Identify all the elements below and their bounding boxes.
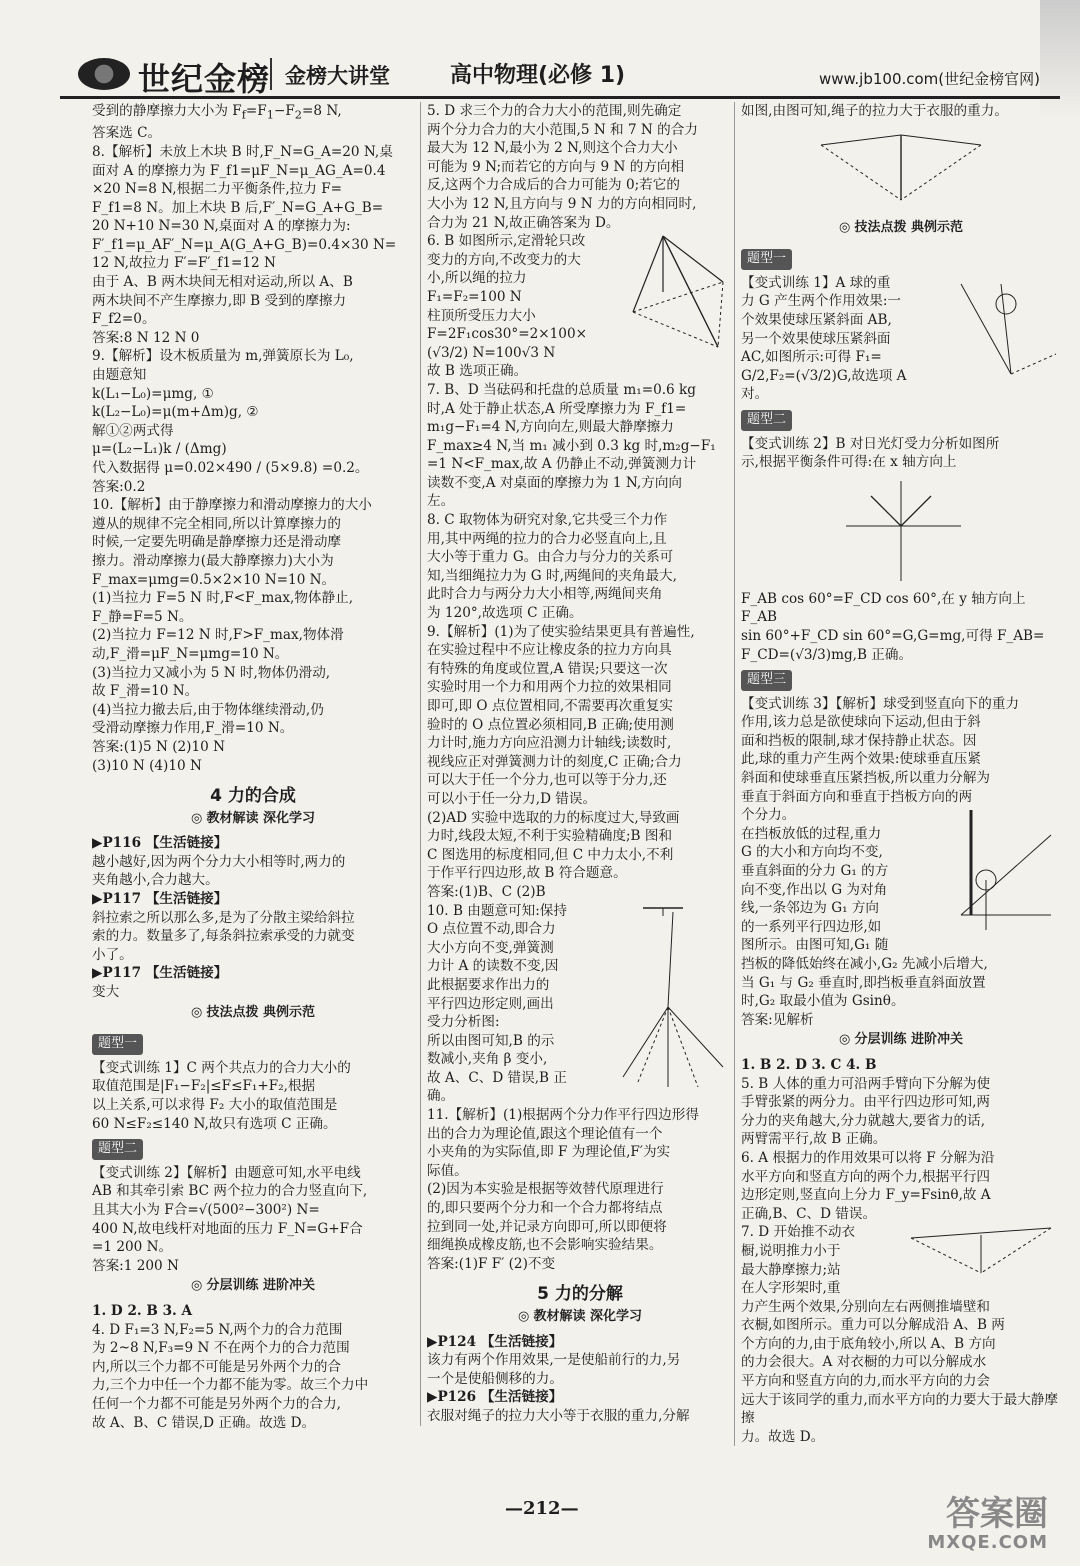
answers-row: 1. B 2. D 3. C 4. B <box>741 1056 877 1073</box>
text-line: 10.【解析】由于静摩擦力和滑动摩擦力的大小 <box>92 497 372 514</box>
variant-training-1 <box>92 1059 414 1133</box>
text-line: 可以小于任一分力,D 错误。 <box>427 790 597 807</box>
text-line: 取值范围是|F₁−F₂|≤F≤F₁+F₂,根据 <box>92 1078 316 1095</box>
text-line: 由题意知 <box>92 367 147 384</box>
text-line: 知,当细绳拉力为 G 时,两绳间的夹角最大, <box>427 567 677 584</box>
page-ref: ▶P117 【生活链接】 <box>92 965 228 982</box>
text-line: 对。 <box>741 386 769 403</box>
text-line: 此根据要求作出力的 <box>427 976 550 993</box>
text-line: 此,球的重力产生两个效果:使球垂直压紧 <box>741 751 981 768</box>
text-line: =1 200 N。 <box>92 1239 173 1256</box>
text-line: 平行四边形定则,画出 <box>427 995 554 1012</box>
text-line: 400 N,故电线杆对地面的压力 F_N=G+F合 <box>92 1220 363 1237</box>
text-line: 此时合力与两分力大小相等,两绳间夹角 <box>427 586 663 603</box>
text-line: 故 A、B、C 错误,D 正确。故选 D。 <box>92 1414 316 1431</box>
text-line: 答案:见解析 <box>741 1011 814 1028</box>
variant-training-1-block <box>741 274 1061 404</box>
text-line: 受滑动摩擦力作用,F_滑=10 N。 <box>92 720 294 737</box>
text-line: F_f2=0。 <box>92 311 156 328</box>
text-line: 平方向和竖直方向的力,而水平方向的力会 <box>741 1373 991 1390</box>
text-line: AC,如图所示:可得 F₁= <box>741 349 882 366</box>
text-line: 越小越好,因为两个分力大小相等时,两力的 <box>92 853 346 870</box>
text-line: 答案:(1)F F′ (2)不变 <box>427 1255 556 1272</box>
variant-training-2b <box>741 590 1061 664</box>
text-line: 答案:(1)5 N (2)10 N <box>92 738 225 755</box>
text-line: F′_f1=μ_AF′_N=μ_A(G_A+G_B)=0.4×30 N= <box>92 236 397 253</box>
watermark <box>888 1496 1048 1556</box>
text-line: (2)AD 实验中选取的力的标度过大,导致画 <box>427 809 680 826</box>
website-link[interactable]: www.jb100.com(世纪金榜官网) <box>818 70 1040 88</box>
text-line: 以上关系,可以求得 F₂ 大小的取值范围是 <box>92 1097 338 1113</box>
text-line: 线,一条邻边为 G₁ 方向 <box>741 900 880 917</box>
answer-q6-block <box>427 232 733 381</box>
text-line: 斜拉索之所以那么多,是为了分散主梁给斜拉 <box>92 909 355 926</box>
text-line: F=2F₁cos30°=2×100× <box>427 326 587 343</box>
text-line: C 图选用的标度相同,但 C 中力太小,不利 <box>427 846 674 863</box>
text-line: 12 N,故拉力 F′=F′_f1=12 N <box>92 255 276 272</box>
text-line: 远大于该同学的重力,而水平方向的力要大于最大静摩擦 <box>741 1391 1058 1427</box>
text-line: 个效果使球压紧斜面 AB, <box>741 311 892 328</box>
text-line: 时候,一定要先明确是静摩擦力还是滑动摩 <box>92 534 342 551</box>
text-line: 10. B 由题意可知:保持 <box>427 902 567 919</box>
section-subtitle: ◎ 技法点拨 典例示范 <box>741 219 1061 238</box>
text-line: 边形定则,竖直向上分力 F_y=Fsinθ,故 A <box>741 1187 991 1204</box>
text-line: 6. B 如图所示,定滑轮只改 <box>427 233 586 250</box>
section-subtitle: ◎ 技法点拨 典例示范 <box>92 1004 414 1023</box>
page-number: —212— <box>505 1498 579 1519</box>
text-line: 读数不变,A 对桌面的摩擦力为 1 N,方向向 <box>427 474 683 491</box>
life-link-text <box>92 909 414 965</box>
watermark-title: 答案圈 <box>946 1494 1048 1534</box>
text-line: 个分力。 <box>741 807 796 824</box>
text-line: 时,A 处于静止状态,A 所受摩擦力为 F_f1= <box>427 400 687 417</box>
text-line: 时,G₂ 取最小值为 Gsinθ。 <box>741 993 905 1010</box>
text-line: G 的大小和方向均不变, <box>741 844 883 861</box>
text-line: 斜面和使球垂直压紧挡板,所以重力分解为 <box>741 770 991 787</box>
text-line: 大小为 12 N,且方向与 9 N 力的方向相同时, <box>427 195 697 212</box>
text-line: =1 N<F_max,故 A 仍静止不动,弹簧测力计 <box>427 456 697 473</box>
text-line: 所以由图可知,B 的示 <box>427 1032 555 1049</box>
text-line: 两臂需平行,故 B 正确。 <box>741 1131 887 1148</box>
text-line: ×20 N=8 N,根据二力平衡条件,拉力 F= <box>92 181 343 198</box>
variant-training-2 <box>741 435 1061 472</box>
life-link-text <box>92 853 414 890</box>
text-line: G/2,F₂=(√3/2)G,故选项 A <box>741 367 907 384</box>
text-line: 遵从的规律不完全相同,所以计算摩擦力的 <box>92 515 342 532</box>
text-line: 解①②两式得 <box>92 422 174 439</box>
text-line: AB 和其牵引索 BC 两个拉力的合力竖直向下, <box>92 1183 368 1200</box>
text-line: (√3/2) N=100√3 N <box>427 344 556 361</box>
text-line: (1)当拉力 F=5 N 时,F<F_max,物体静止, <box>92 590 354 607</box>
text-line: F_AB cos 60°=F_CD cos 60°,在 y 轴方向上 F_AB <box>741 590 1026 626</box>
pulley-force-diagram <box>623 232 733 352</box>
text-line: 向不变,作出以 G 为对角 <box>741 881 888 898</box>
section-subtitle: ◎ 教材解读 深化学习 <box>427 1308 733 1327</box>
text-line: 5. B 人体的重力可沿两手臂向下分解为使 <box>741 1075 991 1092</box>
text-line: 答案:8 N 12 N 0 <box>92 329 200 346</box>
text-line: F_max≥4 N,当 m₁ 减小到 0.3 kg 时,m₂g−F₁ <box>427 437 716 454</box>
text-line: 用,其中两绳的拉力的合力必竖直向上,且 <box>427 530 667 547</box>
text-line: sin 60°+F_CD sin 60°=G,G=mg,可得 F_AB= <box>741 627 1045 644</box>
text-line: F₁=F₂=100 N <box>427 288 522 305</box>
text-line: 垂直于斜面方向和垂直于挡板方向的两 <box>741 788 973 805</box>
text-line: 5. D 求三个力的合力大小的范围,则先确定 <box>427 103 682 119</box>
text-line: 20 N+10 N=30 N,桌面对 A 的摩擦力为: <box>92 218 351 235</box>
answer-q8 <box>92 143 414 348</box>
text-line: 且其大小为 F合=√(500²−300²) N= <box>92 1201 320 1218</box>
text-line: 变力的方向,不改变力的大 <box>427 251 581 268</box>
text-line: 的一系列平行四边形,如 <box>741 918 882 935</box>
question-type-badge: 题型三 <box>741 670 792 691</box>
text-line: 大小方向不变,弹簧测 <box>427 939 554 956</box>
text-line: 左。 <box>427 493 455 510</box>
answer-q10 <box>92 496 414 775</box>
text-line: 在实验过程中不应让橡皮条的拉力方向具 <box>427 642 672 659</box>
text-line: 示,根据平衡条件可得:在 x 轴方向上 <box>741 454 957 471</box>
text-line: 为 120°,故选项 C 正确。 <box>427 605 583 622</box>
text-line: 际值。 <box>427 1162 468 1179</box>
answer-q7-block <box>741 1223 1061 1446</box>
question-type-badge: 题型二 <box>92 1139 143 1160</box>
text-line: O 点位置不动,即合力 <box>427 921 556 938</box>
watermark-url: MXQE.COM <box>927 1532 1048 1553</box>
text-line: 柱顶所受压力大小 <box>427 307 536 324</box>
question-type-badge: 题型一 <box>741 249 792 270</box>
text-line: 动,F_滑=μF_N=μmg=10 N。 <box>92 645 289 662</box>
section-subtitle: ◎ 分层训练 进阶冲关 <box>92 1277 414 1296</box>
text-line: 的,即只要两个分力和一个合力都将结点 <box>427 1200 663 1217</box>
ball-on-slope-diagram <box>951 274 1061 394</box>
text-line: (2)因为本实验是根据等效替代原理进行 <box>427 1181 664 1198</box>
variant-training-2 <box>92 1164 414 1276</box>
page-ref: ▶P116 【生活链接】 <box>92 835 228 852</box>
text-line: 答案:0.2 <box>92 478 146 495</box>
text-line: 作用,该力总是欲使球向下运动,但由于斜 <box>741 714 981 731</box>
answer-q5 <box>427 102 733 232</box>
text-line: 面对 A 的摩擦力为 F_f1=μF_N=μ_AG_A=0.4 <box>92 162 386 179</box>
text-line: 索的力。数量多了,每条斜拉索承受的力就变 <box>92 928 355 945</box>
text-line: 验时的 O 点位置必须相同,B 正确;使用测 <box>427 716 674 733</box>
answer-q6 <box>741 1149 1061 1223</box>
text-line: 个方向的力,由于底角较小,所以 A、B 方向 <box>741 1335 996 1352</box>
text-line: 当 G₁ 与 G₂ 垂直时,即挡板垂直斜面放置 <box>741 974 986 991</box>
text-line: 另一个效果使球压紧斜面 <box>741 330 891 347</box>
text-line: 图所示。由图可知,G₁ 随 <box>741 937 889 954</box>
text-line: 【变式训练 1】A 球的重 <box>741 274 891 291</box>
text-line: 11.【解析】(1)根据两个分力作平行四边形得 <box>427 1107 699 1124</box>
text-line: 答案选 C。 <box>92 125 162 142</box>
text-line: 9.【解析】(1)为了使实验结果更具有普遍性, <box>427 623 695 640</box>
text-line: 最大为 12 N,最小为 2 N,则这个合力大小 <box>427 140 678 157</box>
text-line: 分力的夹角越大,分力就越大,要省力的话, <box>741 1112 986 1129</box>
text-line: 确。 <box>427 1088 455 1105</box>
text-line: (3)当拉力又减小为 5 N 时,物体仍滑动, <box>92 664 331 681</box>
variant-training-3-block <box>741 695 1061 1030</box>
text-line: 故 A、C、D 错误,B 正 <box>427 1069 567 1086</box>
text-line: F_f1=8 N。加上木块 B 后,F′_N=G_A+G_B= <box>92 199 384 216</box>
answer-q11 <box>427 1106 733 1273</box>
text-line: 在人字形架时,重 <box>741 1280 841 1297</box>
text-line: 衣橱,如图所示。重力可以分解成沿 A、B 两 <box>741 1317 1005 1334</box>
text-line: 正确,B、C、D 错误。 <box>741 1205 877 1222</box>
text-line: 垂直斜面的分力 G₁ 的方 <box>741 863 889 880</box>
ladder-force-diagram <box>901 1223 1061 1283</box>
answer-q7 <box>427 381 733 511</box>
answer-q9 <box>92 347 414 496</box>
text-line: 两个分力合力的大小范围,5 N 和 7 N 的合力 <box>427 121 698 138</box>
subject-title: 高中物理(必修 1) <box>450 63 626 88</box>
question-type-badge: 题型二 <box>741 410 792 431</box>
text-line: 最大静摩擦力;站 <box>741 1261 841 1278</box>
text-line: 即可,即 O 点位置相同,不需要再次重复实 <box>427 698 673 714</box>
text-line: 力,三个力中任一个力都不能为零。故三个力中 <box>92 1377 369 1394</box>
text-line: 挡板的降低始终在减小,G₂ 先减小后增大, <box>741 956 988 972</box>
text-line: 为 2~8 N,F₃=9 N 不在两个力的合力范围 <box>92 1340 350 1357</box>
header-divider <box>270 58 272 90</box>
text-line: 拉到同一处,并记录方向即可,所以即便将 <box>427 1218 667 1235</box>
page-ref: ▶P124 【生活链接】 <box>427 1333 563 1350</box>
text-line: (3)10 N (4)10 N <box>92 757 202 774</box>
text-line: 大小等于重力 G。由合力与分力的关系可 <box>427 549 674 566</box>
text-line: m₁g−F₁=4 N,方向向左,则最大静摩擦力 <box>427 419 674 436</box>
text-line: 可能为 9 N;而若它的方向与 9 N 的方向相 <box>427 158 685 175</box>
text-line: 实验时用一个力和用两个力拉的效果相同 <box>427 679 672 696</box>
text-line: 【变式训练 2】【解析】由题意可知,水平电线 <box>92 1164 361 1181</box>
text-line: (2)当拉力 F=12 N 时,F>F_max,物体滑 <box>92 627 344 644</box>
text-line: F_max=μmg=0.5×2×10 N=10 N。 <box>92 571 336 588</box>
text-line: 小夹角的为实际值,即 F 为理论值,F′为实 <box>427 1144 671 1161</box>
page-header <box>60 52 1060 99</box>
text-line: 水平方向和竖直方向的两个力,根据平行四 <box>741 1168 991 1185</box>
text-line: 任何一个力都不可能是另外两个力的合力, <box>92 1395 342 1412</box>
answer-q10-block <box>427 902 733 1107</box>
series-title: 金榜大讲堂 <box>285 64 390 88</box>
answer-q5 <box>741 1075 1061 1149</box>
life-link-text: 变大 <box>92 984 120 1001</box>
life-link-text <box>427 1351 733 1388</box>
text-line: 8. C 取物体为研究对象,它共受三个力作 <box>427 512 668 529</box>
text-line: 该力有两个作用效果,一是使船前行的力,另 <box>427 1352 681 1369</box>
text-line: 力 G 产生两个作用效果:一 <box>741 293 902 310</box>
text-line: 力时,线段太短,不利于实验精确度;B 图和 <box>427 828 673 845</box>
text-line: 合力为 21 N,故正确答案为 D。 <box>427 214 620 231</box>
text-line: 的力会很大。A 对衣橱的力可以分解成水 <box>741 1354 987 1371</box>
lamp-force-diagram <box>836 476 966 586</box>
clothesline-force-diagram <box>801 125 1001 215</box>
text-line: 于作平行四边形,故 B 符合题意。 <box>427 865 627 882</box>
text-line: 视线应正对弹簧测力计的刻度,C 正确;合力 <box>427 753 682 770</box>
life-link-text: 衣服对绳子的拉力大小等于衣服的重力,分解 <box>427 1407 690 1424</box>
section-subtitle: ◎ 教材解读 深化学习 <box>92 810 414 829</box>
section-title-4: 4 力的合成 <box>210 786 296 807</box>
spring-scale-force-diagram <box>613 902 733 1092</box>
text-line: 细绳换成橡皮筋,也不会影响实验结果。 <box>427 1237 663 1254</box>
text-line: 有特殊的角度或位置,A 错误;只要这一次 <box>427 660 668 677</box>
answer-q4 <box>92 1321 414 1433</box>
text-line: 力计 A 的读数不变,因 <box>427 958 559 975</box>
text-line: 力计时,施力方向应沿测力计轴线;读数时, <box>427 735 672 752</box>
ball-plank-diagram <box>951 805 1061 945</box>
text-line: 擦力。滑动摩擦力(最大静摩擦力)大小为 <box>92 552 334 569</box>
text-line: 小了。 <box>92 946 133 963</box>
text-line: 面和挡板的限制,球才保持静止状态。因 <box>741 732 977 749</box>
text-line: 出的合力为理论值,跟这个理论值有一个 <box>427 1125 663 1142</box>
question-type-badge: 题型一 <box>92 1034 143 1055</box>
text-line: 如图,由图可知,绳子的拉力大于衣服的重力。 <box>741 103 1008 119</box>
text-line: 夹角越小,合力越大。 <box>92 872 219 889</box>
text-line: F_CD=(√3/3)mg,B 正确。 <box>741 646 913 663</box>
text-line: k(L₂−L₀)=μ(m+Δm)g, ② <box>92 404 259 421</box>
brand-name: 世纪金榜 <box>138 60 271 98</box>
text-line: 故 B 选项正确。 <box>427 363 528 380</box>
answer-q9 <box>427 623 733 902</box>
text-line: 两木块间不产生摩擦力,即 B 受到的摩擦力 <box>92 292 347 309</box>
section-subtitle: ◎ 分层训练 进阶冲关 <box>741 1031 1061 1050</box>
answers-row: 1. D 2. B 3. A <box>92 1302 193 1319</box>
text-line: 9.【解析】设木板质量为 m,弹簧原长为 L₀, <box>92 348 354 365</box>
text-line: 可以大于任一个分力,也可以等于分力,还 <box>427 772 667 789</box>
text-line: 数减小,夹角 β 变小, <box>427 1051 548 1068</box>
text-line: F_静=F=5 N。 <box>92 608 193 625</box>
page-ref: ▶P117 【生活链接】 <box>92 891 228 908</box>
text-line: 6. A 根据力的作用效果可以将 F 分解为沿 <box>741 1149 995 1166</box>
text-line: 8.【解析】未放上木块 B 时,F_N=G_A=20 N,桌 <box>92 143 393 160</box>
text-line: 手臂张紧的两分力。由平行四边形可知,两 <box>741 1094 991 1111</box>
text-line: 4. D F₁=3 N,F₂=5 N,两个力的合力范围 <box>92 1321 343 1338</box>
text-line: 受力分析图: <box>427 1014 500 1031</box>
text-line: 【变式训练 2】B 对日光灯受力分析如图所 <box>741 435 1000 452</box>
text-line: 7. B、D 当砝码和托盘的总质量 m₁=0.6 kg <box>427 381 696 398</box>
text-line: 由于 A、B 两木块间无相对运动,所以 A、B <box>92 274 353 291</box>
text-line: 内,所以三个力都不可能是另外两个力的合 <box>92 1358 342 1375</box>
text-line: 受到的静摩擦力大小为 $F_f=F_1-F_2=8$ N, <box>92 103 342 122</box>
answer-q8 <box>427 511 733 623</box>
column-3 <box>734 102 1061 1446</box>
text-line: 【变式训练 1】C 两个共点力的合力大小的 <box>92 1059 351 1076</box>
page-ref: ▶P126 【生活链接】 <box>427 1389 563 1406</box>
text-line: (4)当拉力撤去后,由于物体继续滑动,仍 <box>92 701 324 718</box>
text-line: 在挡板放低的过程,重力 <box>741 825 882 842</box>
text-line: 故 F_滑=10 N。 <box>92 683 199 700</box>
text-line: 橱,说明推力小于 <box>741 1242 841 1259</box>
text-line: 反,这两个力合成后的合力可能为 0;若它的 <box>427 177 680 194</box>
section-title-5: 5 力的分解 <box>537 1284 623 1305</box>
column-1 <box>92 102 414 1432</box>
text-line: 60 N≤F₂≤140 N,故只有选项 C 正确。 <box>92 1115 337 1132</box>
brand-logo-icon <box>78 58 130 90</box>
column-2 <box>420 102 733 1426</box>
text-line: μ=(L₂−L₁)k / (Δmg) <box>92 441 227 458</box>
text-line: 力产生两个效果,分别向左右两侧推墙壁和 <box>741 1298 991 1315</box>
text-line: 小,所以绳的拉力 <box>427 270 527 287</box>
text-line: 【变式训练 3】【解析】球受到竖直向下的重力 <box>741 695 1020 712</box>
text-line: 力。故选 D。 <box>741 1428 825 1445</box>
text-line: 7. D 开始推不动衣 <box>741 1224 856 1241</box>
text-line: 答案:1 200 N <box>92 1257 179 1274</box>
text-line: 答案:(1)B、C (2)B <box>427 883 546 900</box>
text-line: 一个是使船侧移的力。 <box>427 1370 563 1387</box>
text-line: 代入数据得 μ=0.02×490 / (5×9.8) =0.2。 <box>92 460 369 476</box>
text-line: k(L₁−L₀)=μmg, ① <box>92 385 214 402</box>
